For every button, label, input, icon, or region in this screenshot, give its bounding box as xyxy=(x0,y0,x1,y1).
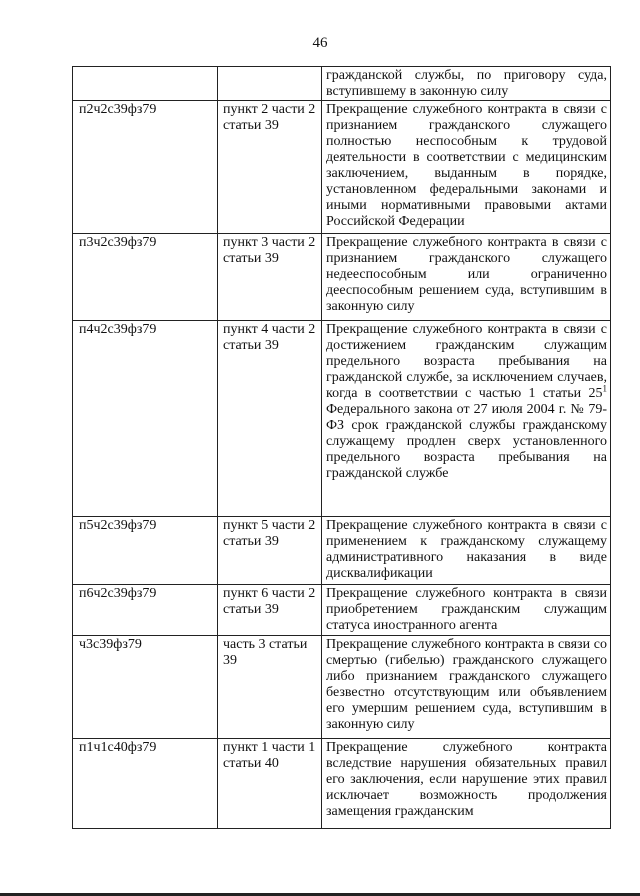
description-cell xyxy=(322,321,611,517)
reference-cell: пункт 5 части 2 статьи 39 xyxy=(218,517,322,585)
code-cell: п6ч2с39фз79 xyxy=(73,585,218,636)
reference-cell: пункт 3 части 2 статьи 39 xyxy=(218,234,322,321)
description-cell: Прекращение служебного контракта в связи со смертью (гибелью) гражданского служащего либо признанием гражданского служащего безвестно отсутствующим или объявлением его умершим решением суда, вступившим в законную силу xyxy=(322,636,611,739)
code-cell: п2ч2с39фз79 xyxy=(73,101,218,234)
description-cell: Прекращение служебного контракта в связи с признанием гражданского служащего недееспособным или ограниченно дееспособным решением суда, вступившим в законную силу xyxy=(322,234,611,321)
description-cell: Прекращение служебного контракта в связи с признанием гражданского служащего полностью неспособным к трудовой деятельности в соответствии с медицинским заключением, выданным в порядке, установленном федеральными законами и иными нормативными правовыми актами Российской Федерации xyxy=(322,101,611,234)
description-cell: Прекращение служебного контракта в связи с применением к гражданскому служащему административного наказания в виде дисквалификации xyxy=(322,517,611,585)
footnote-superscript: 1 xyxy=(602,383,607,394)
table-row xyxy=(73,517,611,585)
reference-cell: пункт 6 части 2 статьи 39 xyxy=(218,585,322,636)
document-table xyxy=(72,66,611,829)
table-row xyxy=(73,101,611,234)
code-cell: п4ч2с39фз79 xyxy=(73,321,218,517)
reference-cell: пункт 2 части 2 статьи 39 xyxy=(218,101,322,234)
code-cell: ч3с39фз79 xyxy=(73,636,218,739)
table-row xyxy=(73,67,611,101)
description-text-continued: Федерального закона от 27 июля 2004 г. № 79-ФЗ срок гражданской службы гражданскому служащему продлен сверх установленного предельного возраста пребывания на гражданской службе xyxy=(326,402,607,481)
page-number: 46 xyxy=(312,35,328,51)
table-row xyxy=(73,636,611,739)
code-cell: п1ч1с40фз79 xyxy=(73,739,218,829)
reference-cell xyxy=(218,67,322,101)
table-row xyxy=(73,739,611,829)
code-cell: п3ч2с39фз79 xyxy=(73,234,218,321)
reference-cell: пункт 4 части 2 статьи 39 xyxy=(218,321,322,517)
code-cell xyxy=(73,67,218,101)
table-row xyxy=(73,585,611,636)
description-cell: Прекращение служебного контракта в связи приобретением гражданским служащим статуса иностранного агента xyxy=(322,585,611,636)
table-row xyxy=(73,321,611,517)
reference-cell: часть 3 статьи 39 xyxy=(218,636,322,739)
table-row xyxy=(73,234,611,321)
reference-cell: пункт 1 части 1 статьи 40 xyxy=(218,739,322,829)
code-cell: п5ч2с39фз79 xyxy=(73,517,218,585)
description-cell: Прекращение служебного контракта вследствие нарушения обязательных правил его заключения, если нарушение этих правил исключает возможность продолжения замещения гражданским xyxy=(322,739,611,829)
description-text: Прекращение служебного контракта в связи с достижением гражданским служащим предельного возраста пребывания на гражданской службе, за исключением случаев, когда в соответствии с частью 1 статьи 25 xyxy=(326,322,607,401)
description-cell: гражданской службы, по приговору суда, вступившему в законную силу xyxy=(322,67,611,101)
